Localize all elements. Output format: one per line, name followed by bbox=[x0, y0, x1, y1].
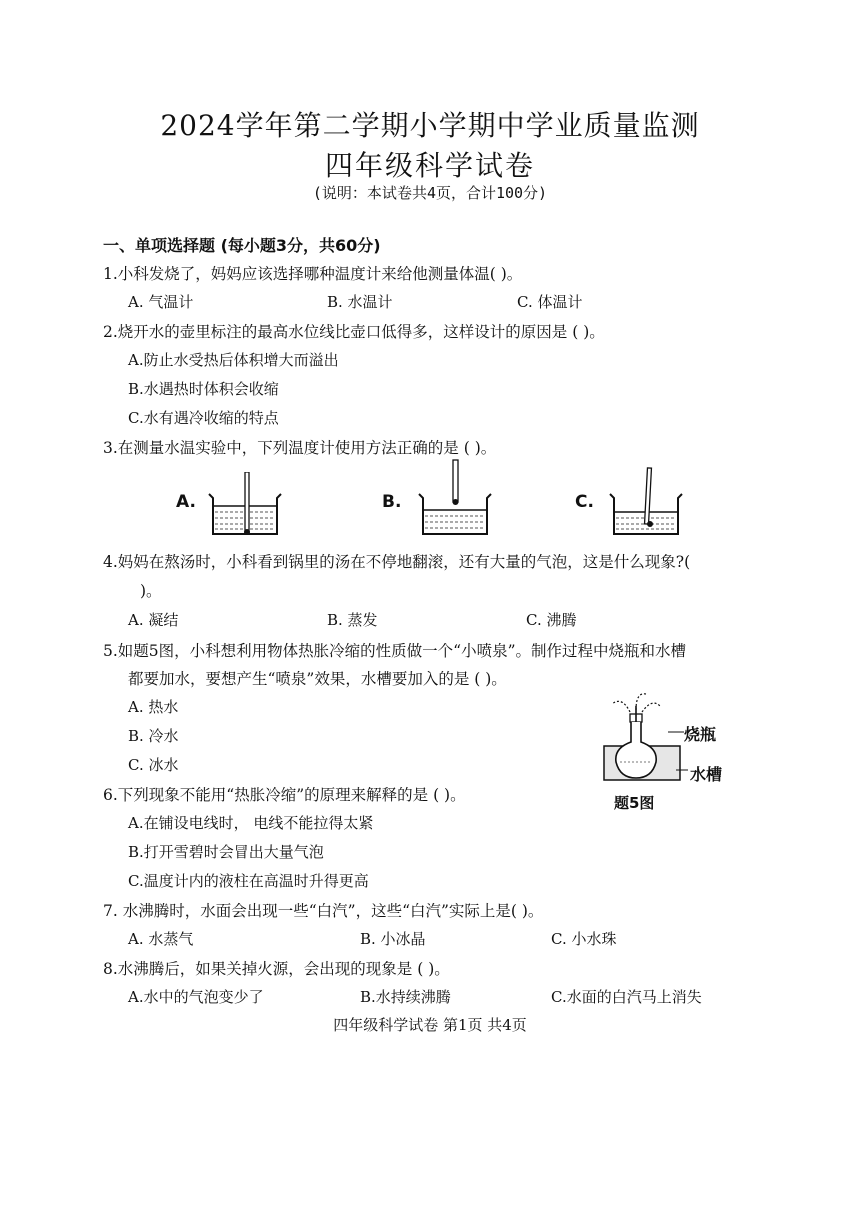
question-2-option-b: B.水遇热时体积会收缩 bbox=[128, 380, 279, 398]
question-8-option-c: C.水面的白汽马上消失 bbox=[551, 988, 702, 1006]
question-7-option-b: B. 小冰晶 bbox=[360, 930, 426, 948]
question-7-option-c: C. 小水珠 bbox=[551, 930, 617, 948]
page-footer: 四年级科学试卷 第1页 共4页 bbox=[333, 1016, 527, 1034]
exam-note: (说明：本试卷共4页，合计100分) bbox=[312, 184, 548, 202]
question-5-option-b: B. 冷水 bbox=[128, 727, 179, 745]
question-2-stem: 2.烧开水的壶里标注的最高水位线比壶口低得多，这样设计的原因是 ( )。 bbox=[103, 323, 605, 341]
question-3-option-a: A. bbox=[176, 492, 196, 512]
question-2-option-c: C.水有遇冷收缩的特点 bbox=[128, 409, 279, 427]
question-8-stem: 8.水沸腾后，如果关掉火源，会出现的现象是 ( )。 bbox=[103, 960, 450, 978]
section-heading: 一、单项选择题 (每小题3分，共60分) bbox=[103, 236, 381, 255]
question-3-option-b: B. bbox=[382, 492, 402, 512]
question-1-stem: 1.小科发烧了，妈妈应该选择哪种温度计来给他测量体温( )。 bbox=[103, 265, 523, 283]
question-7-stem: 7. 水沸腾时，水面会出现一些“白汽”，这些“白汽”实际上是( )。 bbox=[103, 902, 544, 920]
question-8-option-b: B.水持续沸腾 bbox=[360, 988, 451, 1006]
question-6-option-c: C.温度计内的液柱在高温时升得更高 bbox=[128, 872, 369, 890]
question-4-option-a: A. 凝结 bbox=[128, 611, 179, 629]
question-6-stem: 6.下列现象不能用“热胀冷缩”的原理来解释的是 ( )。 bbox=[103, 786, 466, 804]
question-8-option-a: A.水中的气泡变少了 bbox=[128, 988, 264, 1006]
tank-label: 水槽 bbox=[690, 765, 723, 784]
question-6-option-b: B.打开雪碧时会冒出大量气泡 bbox=[128, 843, 324, 861]
beaker-a-illustration bbox=[205, 472, 285, 540]
beaker-b-illustration bbox=[415, 458, 495, 540]
question-4-option-b: B. 蒸发 bbox=[327, 611, 378, 629]
question-2-option-a: A.防止水受热后体积增大而溢出 bbox=[128, 351, 339, 369]
question-3-stem: 3.在测量水温实验中，下列温度计使用方法正确的是 ( )。 bbox=[103, 439, 497, 457]
question-5-option-a: A. 热水 bbox=[128, 698, 179, 716]
exam-title: 2024学年第二学期小学期中学业质量监测 bbox=[160, 109, 700, 142]
question-7-option-a: A. 水蒸气 bbox=[128, 930, 194, 948]
question-1-option-a: A. 气温计 bbox=[128, 293, 194, 311]
question-1-option-c: C. 体温计 bbox=[517, 293, 583, 311]
question-5-option-c: C. 冰水 bbox=[128, 756, 179, 774]
question-5-stem-line1: 5.如题5图，小科想利用物体热胀冷缩的性质做一个“小喷泉”。制作过程中烧瓶和水槽 bbox=[103, 642, 687, 660]
question-1-option-b: B. 水温计 bbox=[327, 293, 393, 311]
beaker-c-illustration bbox=[606, 466, 686, 540]
question-4-stem-line1: 4.妈妈在熬汤时，小科看到锅里的汤在不停地翻滚，还有大量的气泡，这是什么现象?( bbox=[103, 553, 691, 571]
question-5-stem-line2: 都要加水，要想产生“喷泉”效果，水槽要加入的是 ( )。 bbox=[128, 670, 507, 688]
question-4-stem-line2: )。 bbox=[140, 582, 162, 600]
exam-subtitle: 四年级科学试卷 bbox=[324, 149, 535, 182]
flask-label: 烧瓶 bbox=[684, 725, 717, 744]
question-6-option-a: A.在铺设电线时， 电线不能拉得太紧 bbox=[128, 814, 374, 832]
question-3-option-c: C. bbox=[575, 492, 594, 512]
figure-5-caption: 题5图 bbox=[614, 794, 655, 812]
question-4-option-c: C. 沸腾 bbox=[526, 611, 577, 629]
